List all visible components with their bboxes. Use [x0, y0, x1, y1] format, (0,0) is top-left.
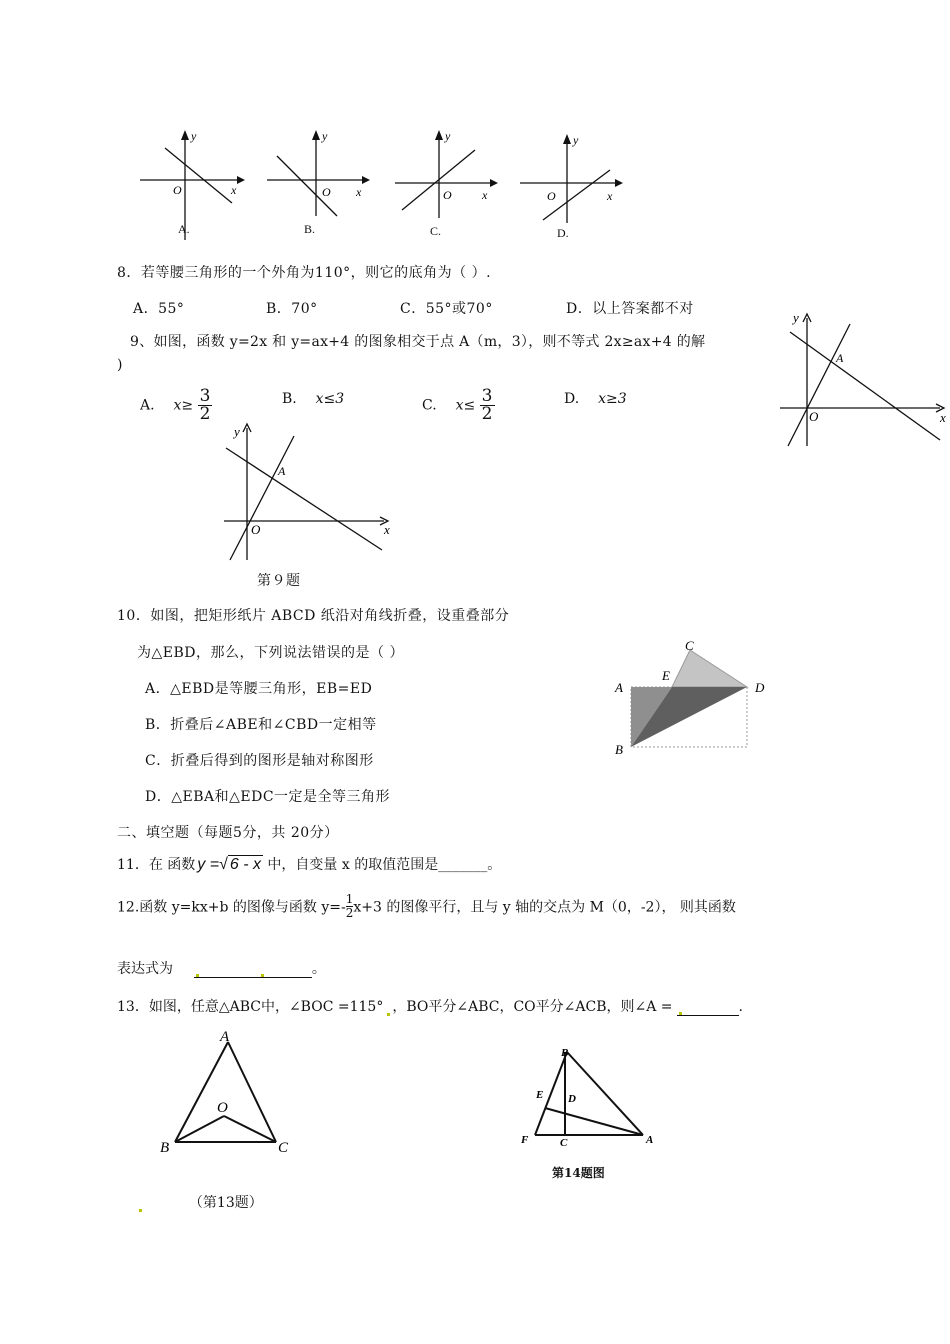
q7c-origin-label: O: [443, 188, 452, 202]
q10-label-d: D: [755, 680, 765, 695]
q7-graph-a: [135, 128, 245, 243]
q10-option-a: A．△EBD是等腰三角形，EB=ED: [145, 681, 373, 697]
q8-stem: 8．若等腰三角形的一个外角为110°，则它的底角为（ ）.: [117, 265, 492, 281]
q9-option-b-label: B.: [282, 391, 297, 407]
q9-y-label: y: [234, 424, 240, 439]
q7a-origin-label: O: [173, 183, 182, 197]
q14-label-b: B: [561, 1047, 569, 1059]
q12-prefix: 12.函数 y=kx+b 的图像与函数 y=-: [117, 899, 346, 916]
q12-line2-end: 。: [311, 961, 326, 977]
q13-label-o: O: [217, 1100, 228, 1116]
q9-origin-label: O: [251, 522, 261, 537]
q7-option-b: B.: [304, 222, 316, 236]
q12-line-2: [117, 958, 326, 978]
q7c-y-label: y: [445, 129, 451, 143]
q9-option-c-label: C.: [422, 397, 437, 414]
q7a-x-label: x: [231, 183, 237, 197]
q9a-num: 3: [199, 386, 211, 406]
q10-figure: [610, 636, 780, 760]
q7d-origin-label: O: [547, 189, 556, 203]
q14-figure: [515, 1042, 665, 1152]
q12-line2-label: 表达式为: [117, 961, 173, 977]
q10-option-d: D．△EBA和△EDC一定是全等三角形: [145, 789, 391, 805]
q7-option-a: A.: [178, 222, 190, 236]
section-2-heading: 二、填空题（每题5分，共 20分）: [117, 825, 339, 841]
q10-label-a: A: [615, 680, 623, 695]
q10-stem-1: 10．如图，把矩形纸片 ABCD 纸沿对角线折叠，设重叠部分: [117, 608, 510, 624]
q12-suffix: x+3 的图像平行，且与 y 轴的交点为 M（0，-2）， 则其函数: [353, 899, 736, 916]
q9-caption: 第９题: [257, 573, 301, 589]
q9-stem: 9、如图，函数 y=2x 和 y=ax+4 的图象相交于点 A（m，3），则不等式 2x≥ax+4 的解: [130, 334, 706, 350]
q9r-origin-label: O: [809, 409, 819, 424]
q9-graph: [222, 420, 397, 565]
q9r-y-label: y: [793, 310, 799, 325]
q9r-a-label: A: [836, 351, 844, 365]
q14-label-d: D: [568, 1093, 576, 1105]
q7-option-c: C.: [430, 224, 442, 238]
q10-stem-2: 为△EBD，那么，下列说法错误的是（ ）: [137, 645, 404, 661]
q8-option-b: B．70°: [266, 301, 318, 317]
marker-dot: [196, 974, 199, 977]
q13-caption-row: [137, 1192, 263, 1212]
q7-graph-d: [515, 128, 625, 243]
q7-option-d: D.: [557, 226, 569, 240]
q7b-origin-label: O: [322, 185, 331, 199]
q8-option-d: D．以上答案都不对: [566, 301, 694, 317]
marker-dot: [261, 974, 264, 977]
q9c-num: 3: [481, 386, 493, 406]
q13-answer-blank[interactable]: [677, 999, 739, 1016]
q9-option-b-text: x≤3: [315, 391, 345, 407]
q12-line-1: [117, 893, 736, 920]
q13-stem-mid: ，BO平分∠ABC，CO平分∠ACB，则∠A =: [392, 999, 673, 1015]
q13-stem: [117, 996, 743, 1016]
q14-caption: 第14题图: [552, 1166, 605, 1180]
q9-option-c-fraction: [480, 388, 495, 423]
q10-label-e: E: [662, 668, 670, 683]
q12-den: 2: [345, 906, 354, 920]
q13-caption: （第13题）: [188, 1195, 263, 1211]
q13-label-a: A: [220, 1029, 230, 1045]
q13-stem-start: 13．如图，任意△ABC中，∠BOC =115°: [117, 999, 384, 1015]
q9r-x-label: x: [940, 410, 946, 425]
q9c-den: 2: [481, 404, 493, 424]
q9-option-c: [422, 388, 495, 423]
q9-option-c-rel: x≤: [455, 397, 476, 414]
q7b-y-label: y: [322, 129, 328, 143]
q8-option-a: A．55°: [133, 301, 185, 317]
q13-label-b: B: [160, 1140, 170, 1156]
q7-graph-c: [390, 128, 500, 243]
q9-option-a: [140, 388, 212, 423]
q11-formula-y: y =: [197, 856, 220, 873]
marker-dot: [387, 1013, 390, 1016]
q10-option-c: C．折叠后得到的图形是轴对称图形: [145, 753, 374, 769]
q7b-x-label: x: [356, 185, 362, 199]
q8-option-c: C．55°或70°: [400, 301, 493, 317]
q11: [117, 854, 501, 874]
q14-label-c: C: [560, 1137, 568, 1149]
q14-label-e: E: [536, 1089, 544, 1101]
q11-sqrt-icon: √: [219, 856, 228, 873]
q9-option-d-text: x≥3: [598, 391, 627, 407]
q14-label-a: A: [646, 1134, 654, 1146]
q12-num: 1: [345, 892, 354, 906]
q12-answer-blank[interactable]: [194, 961, 312, 978]
q7c-x-label: x: [482, 188, 488, 202]
marker-dot: [679, 1012, 682, 1015]
q7d-x-label: x: [607, 189, 613, 203]
q9a-den: 2: [199, 404, 211, 424]
q13-stem-end: .: [738, 999, 743, 1015]
q9-a-label: A: [278, 464, 286, 478]
q9-option-a-label: A.: [140, 397, 155, 414]
q10-label-c: C: [685, 638, 694, 653]
q10-option-b: B．折叠后∠ABE和∠CBD一定相等: [145, 717, 377, 733]
q9-option-a-fraction: [198, 388, 213, 423]
q9-option-a-rel: x≥: [173, 397, 194, 414]
q11-radicand: 6 - x: [229, 856, 261, 873]
q9-option-d: [564, 391, 627, 407]
q9-stem-tail: ): [117, 357, 123, 373]
q10-label-b: B: [615, 742, 623, 757]
q9-graph-right: [780, 312, 950, 452]
q11-formula: [197, 856, 263, 873]
q13-label-c: C: [278, 1140, 289, 1156]
q14-label-f: F: [521, 1134, 529, 1146]
q9-option-b: [282, 391, 344, 407]
q13-figure: [158, 1028, 298, 1158]
q9-option-d-label: D.: [564, 391, 580, 407]
marker-dot: [139, 1209, 142, 1212]
q11-prefix: 11．在 函数: [117, 857, 196, 873]
q7-graph-b: [262, 128, 372, 243]
q7a-y-label: y: [191, 129, 197, 143]
q7d-y-label: y: [573, 133, 579, 147]
q11-suffix: 中，自变量 x 的取值范围是_______。: [267, 857, 502, 873]
q9-x-label: x: [384, 522, 390, 537]
